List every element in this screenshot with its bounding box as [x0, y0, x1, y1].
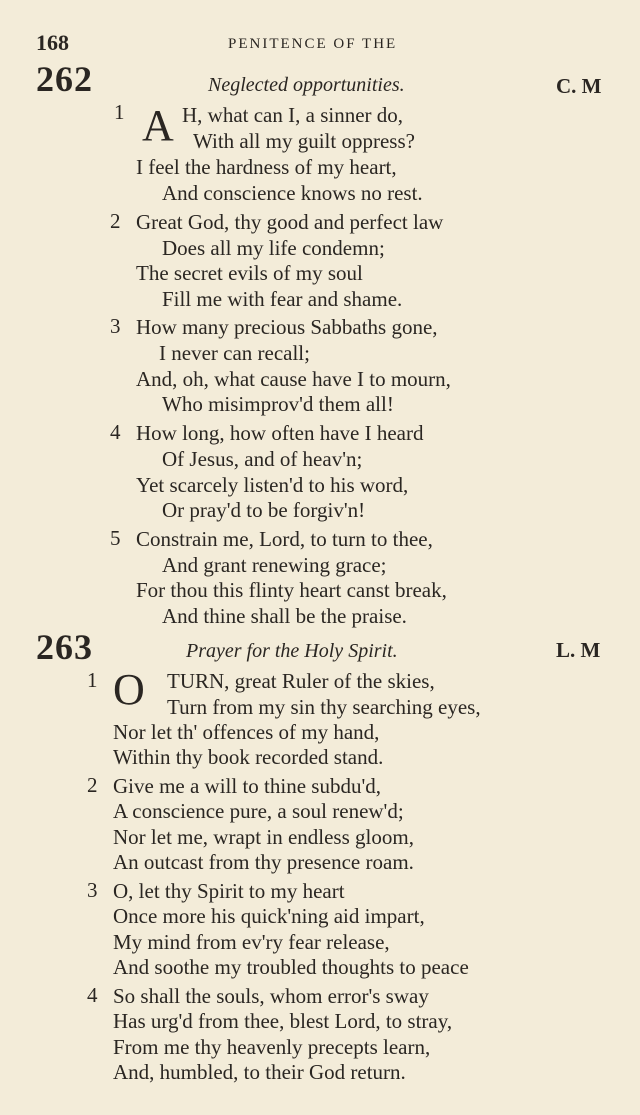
verse-line: Once more his quick'ning aid impart,	[113, 904, 425, 928]
verse-line: And thine shall be the praise.	[162, 604, 407, 628]
verse-line: Turn from my sin thy searching eyes,	[167, 695, 481, 719]
verse-line: How long, how often have I heard	[136, 421, 424, 445]
hymn-title: Neglected opportunities.	[208, 74, 405, 96]
verse-line: Of Jesus, and of heav'n;	[162, 447, 363, 471]
verse-line: Fill me with fear and shame.	[162, 287, 403, 311]
verse-number: 5	[110, 526, 121, 550]
verse-line: TURN, great Ruler of the skies,	[167, 669, 435, 693]
verse-line: And, oh, what cause have I to mourn,	[136, 367, 451, 391]
verse-line: I feel the hardness of my heart,	[136, 155, 397, 179]
hymn-title: Prayer for the Holy Spirit.	[186, 640, 398, 662]
verse-number: 3	[87, 878, 98, 902]
verse-line: From me thy heavenly precepts learn,	[113, 1035, 431, 1059]
verse-number: 1	[114, 100, 125, 124]
drop-cap: O	[113, 665, 145, 714]
verse-line: Who misimprov'd them all!	[162, 392, 394, 416]
verse-line: An outcast from thy presence roam.	[113, 850, 414, 874]
verse-line: With all my guilt oppress?	[193, 129, 415, 153]
hymn-meter: L. M	[556, 638, 601, 662]
verse-line: For thou this flinty heart canst break,	[136, 578, 447, 602]
verse-line: Yet scarcely listen'd to his word,	[136, 473, 409, 497]
verse-line: Nor let me, wrapt in endless gloom,	[113, 825, 414, 849]
verse-line: So shall the souls, whom error's sway	[113, 984, 429, 1008]
drop-cap: A	[142, 101, 174, 150]
hymn-meter: C. M	[556, 74, 602, 98]
verse-line: The secret evils of my soul	[136, 261, 363, 285]
verse-line: O, let thy Spirit to my heart	[113, 879, 345, 903]
verse-line: How many precious Sabbaths gone,	[136, 315, 438, 339]
verse-line: I never can recall;	[159, 341, 310, 365]
verse-number: 4	[87, 983, 98, 1007]
verse-line: Has urg'd from thee, blest Lord, to stray,	[113, 1009, 453, 1033]
verse-line: A conscience pure, a soul renew'd;	[113, 799, 404, 823]
verse-line: My mind from ev'ry fear release,	[113, 930, 390, 954]
hymn-number: 263	[36, 627, 93, 667]
verse-line: And, humbled, to their God return.	[113, 1060, 406, 1084]
verse-line: Great God, thy good and perfect law	[136, 210, 444, 234]
verse-line: Constrain me, Lord, to turn to thee,	[136, 527, 433, 551]
verse-line: Or pray'd to be forgiv'n!	[162, 498, 366, 522]
verse-number: 2	[110, 209, 121, 233]
verse-number: 4	[110, 420, 121, 444]
verse-line: And grant renewing grace;	[162, 553, 387, 577]
verse-line: Give me a will to thine subdu'd,	[113, 774, 381, 798]
page-number: 168	[36, 30, 69, 55]
verse-line: H, what can I, a sinner do,	[182, 103, 404, 127]
verse-line: Does all my life condemn;	[162, 236, 385, 260]
verse-number: 1	[87, 668, 98, 692]
verse-line: Within thy book recorded stand.	[113, 745, 384, 769]
verse-line: Nor let th' offences of my hand,	[113, 720, 380, 744]
verse-line: And conscience knows no rest.	[162, 181, 423, 205]
verse-line: And soothe my troubled thoughts to peace	[113, 955, 469, 979]
hymn-number: 262	[36, 59, 93, 99]
verse-number: 2	[87, 773, 98, 797]
verse-number: 3	[110, 314, 121, 338]
running-head: PENITENCE OF THE	[228, 36, 398, 52]
